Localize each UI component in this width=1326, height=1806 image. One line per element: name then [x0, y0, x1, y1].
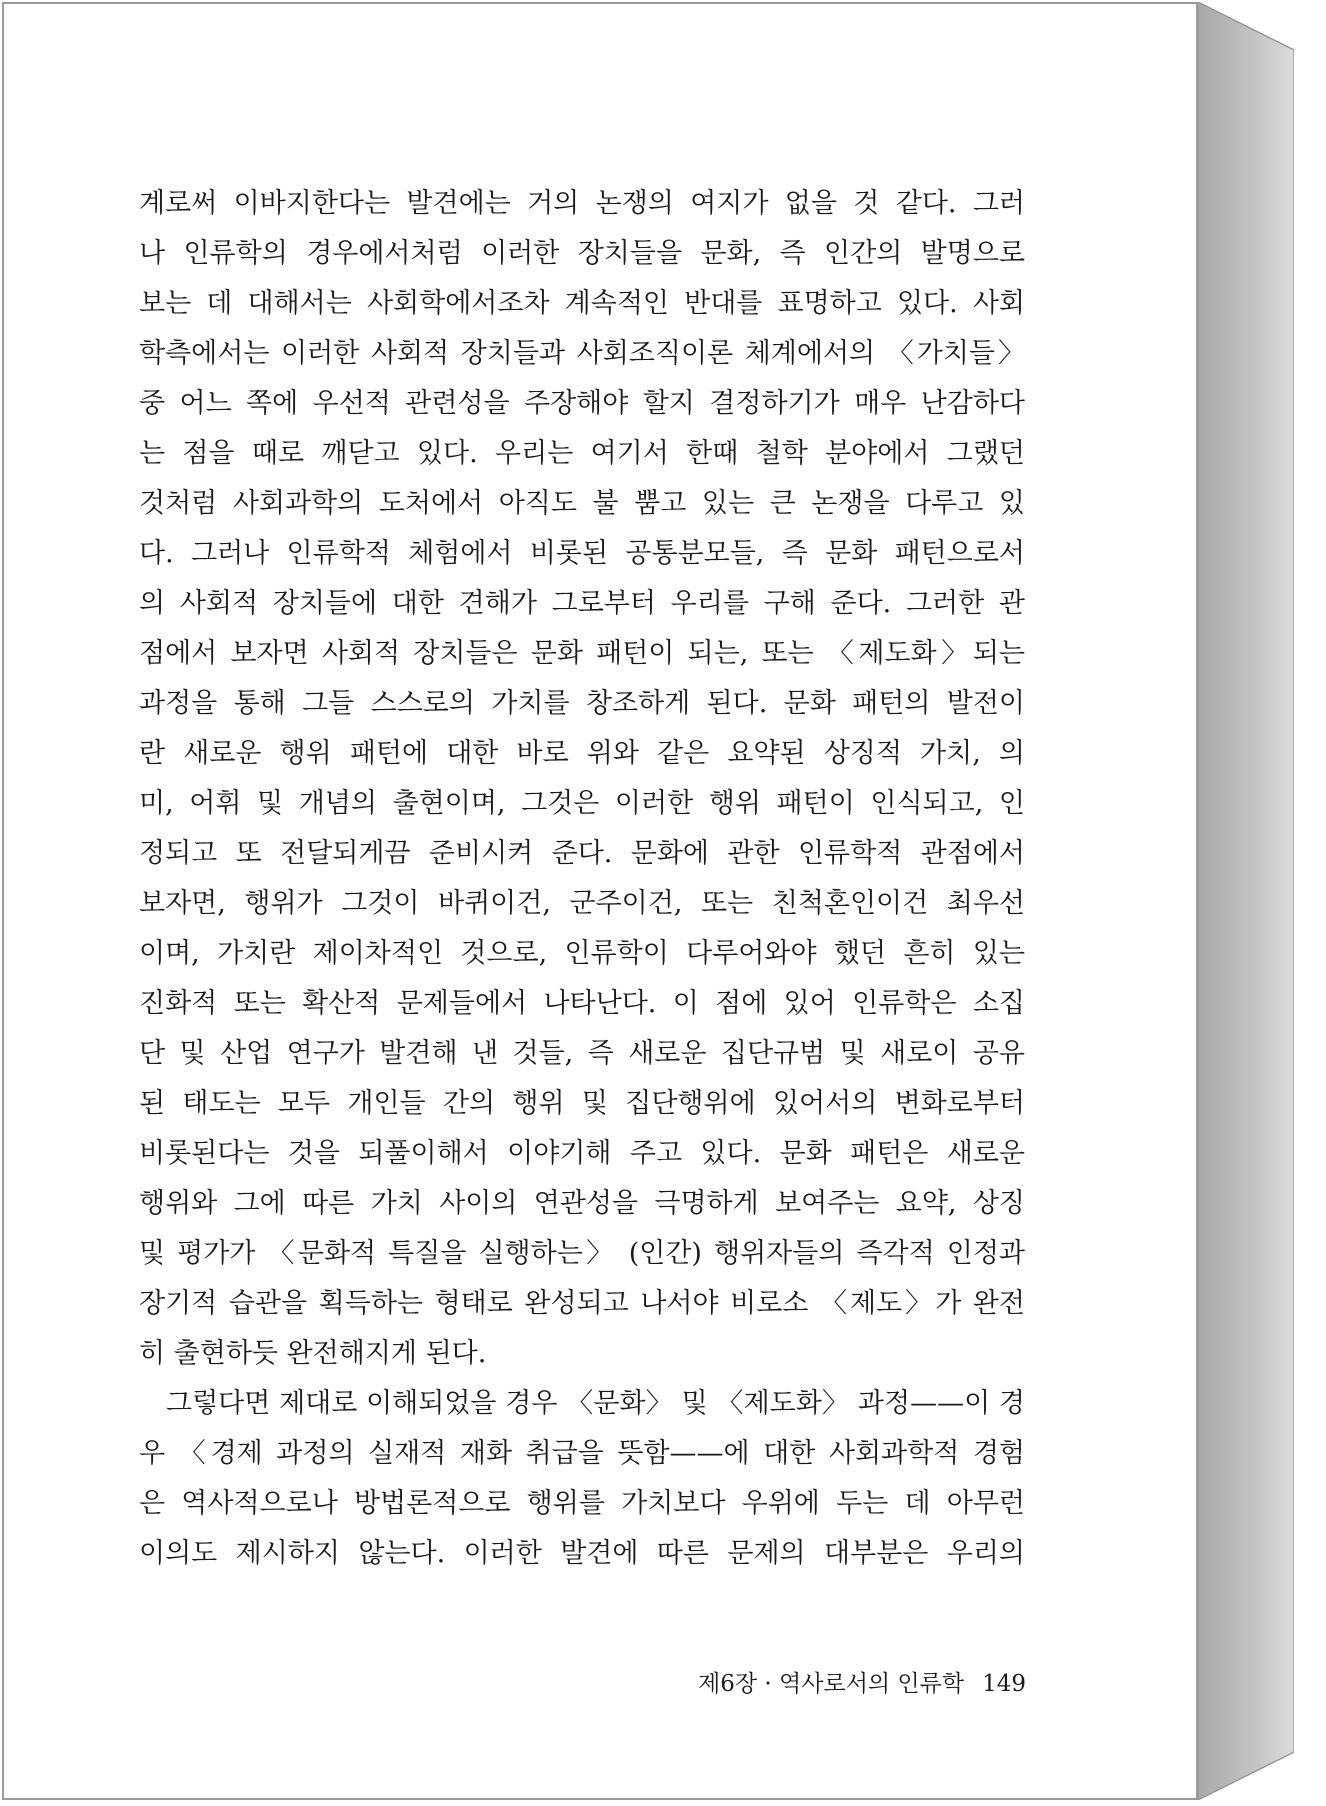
- text-line: 점에서 보자면 사회적 장치들은 문화 패턴이 되는, 또는 〈제도화〉되는: [139, 638, 1025, 669]
- body-text: [139, 179, 1025, 1579]
- book-spine: [1198, 2, 1294, 1800]
- text-line: 다. 그러나 인류학적 체험에서 비롯된 공통분모들, 즉 문화 패턴으로서: [139, 538, 1025, 569]
- text-line: 학측에서는 이러한 사회적 장치들과 사회조직이론 체계에서의 〈가치들〉: [139, 338, 1025, 369]
- text-line: 보자면, 행위가 그것이 바퀴이건, 군주이건, 또는 친척혼인이건 최우선: [139, 888, 1025, 919]
- text-line: 중 어느 쪽에 우선적 관련성을 주장해야 할지 결정하기가 매우 난감하다: [139, 388, 1025, 419]
- text-line: 란 새로운 행위 패턴에 대한 바로 위와 같은 요약된 상징적 가치, 의: [139, 738, 1025, 769]
- text-line: 된 태도는 모두 개인들 간의 행위 및 집단행위에 있어서의 변화로부터: [139, 1088, 1025, 1119]
- text-line: 단 및 산업 연구가 발견해 낸 것들, 즉 새로운 집단규범 및 새로이 공유: [139, 1038, 1025, 1069]
- text-line: 히 출현하듯 완전해지게 된다.: [139, 1338, 487, 1369]
- text-line: 이며, 가치란 제이차적인 것으로, 인류학이 다루어와야 했던 흔히 있는: [139, 938, 1025, 969]
- text-line: 장기적 습관을 획득하는 형태로 완성되고 나서야 비로소 〈제도〉가 완전: [139, 1288, 1025, 1319]
- text-line: 나 인류학의 경우에서처럼 이러한 장치들을 문화, 즉 인간의 발명으로: [139, 238, 1025, 269]
- text-line: 은 역사적으로나 방법론적으로 행위를 가치보다 우위에 두는 데 아무런: [139, 1488, 1025, 1519]
- text-line: 미, 어휘 및 개념의 출현이며, 그것은 이러한 행위 패턴이 인식되고, 인: [139, 788, 1025, 819]
- text-line: 및 평가가 〈문화적 특질을 실행하는〉 (인간) 행위자들의 즉각적 인정과: [139, 1238, 1025, 1269]
- text-line: 정되고 또 전달되게끔 준비시켜 준다. 문화에 관한 인류학적 관점에서: [139, 838, 1025, 869]
- text-line: 과정을 통해 그들 스스로의 가치를 창조하게 된다. 문화 패턴의 발전이: [139, 688, 1025, 719]
- text-line: 보는 데 대해서는 사회학에서조차 계속적인 반대를 표명하고 있다. 사회: [139, 288, 1025, 319]
- book-page: [2, 2, 1198, 1800]
- text-line: 이의도 제시하지 않는다. 이러한 발견에 따른 문제의 대부분은 우리의: [139, 1538, 1025, 1569]
- text-line: 행위와 그에 따른 가치 사이의 연관성을 극명하게 보여주는 요약, 상징: [139, 1188, 1025, 1219]
- text-line: 계로써 이바지한다는 발견에는 거의 논쟁의 여지가 없을 것 같다. 그러: [139, 188, 1025, 219]
- text-line: 는 점을 때로 깨닫고 있다. 우리는 여기서 한때 철학 분야에서 그랬던: [139, 438, 1025, 469]
- text-line: 의 사회적 장치들에 대한 견해가 그로부터 우리를 구해 준다. 그러한 관: [139, 588, 1025, 619]
- text-line: 그렇다면 제대로 이해되었을 경우 〈문화〉 및 〈제도화〉 과정——이 경: [166, 1388, 1025, 1419]
- text-line: 비롯된다는 것을 되풀이해서 이야기해 주고 있다. 문화 패턴은 새로운: [139, 1138, 1025, 1169]
- page-number: 149: [982, 1671, 1026, 1697]
- text-line: 진화적 또는 확산적 문제들에서 나타난다. 이 점에 있어 인류학은 소집: [139, 988, 1025, 1019]
- text-line: 것처럼 사회과학의 도처에서 아직도 불 뿜고 있는 큰 논쟁을 다루고 있: [139, 488, 1025, 519]
- chapter-title: 제6장 · 역사로서의 인류학: [698, 1671, 965, 1697]
- text-line: 우 〈경제 과정의 실재적 재화 취급을 뜻함——에 대한 사회과학적 경험: [139, 1438, 1025, 1469]
- running-footer: [680, 1664, 1026, 1704]
